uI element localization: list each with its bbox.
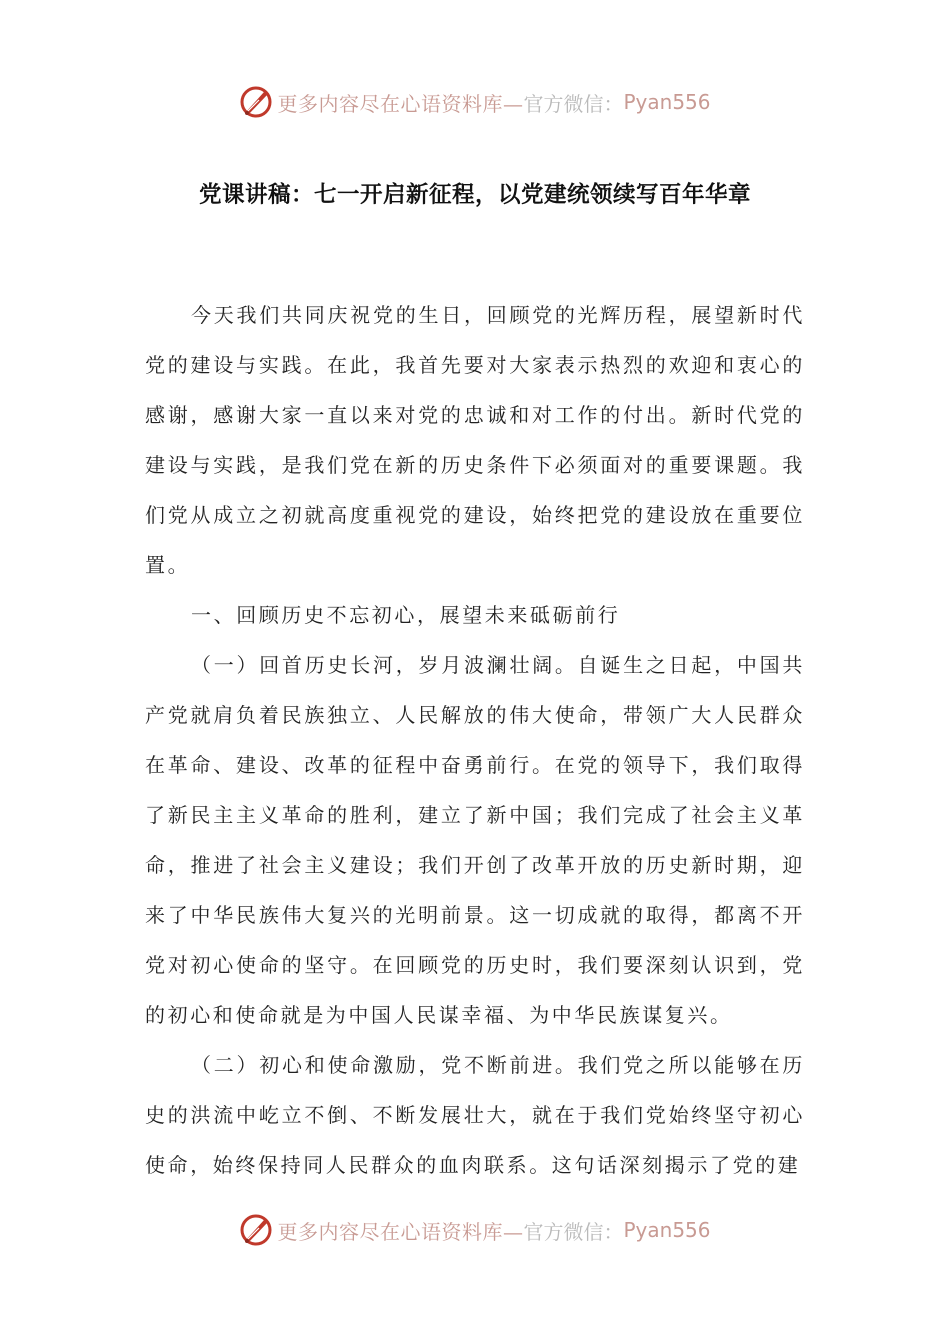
quill-pen-logo-icon <box>239 85 273 119</box>
subsection-1-paragraph: （一）回首历史长河，岁月波澜壮阔。自诞生之日起，中国共产党就肩负着民族独立、人民解放的伟大使命，带领广大人民群众在革命、建设、改革的征程中奋勇前行。在党的领导下，我们取得了新民主主义革命的胜利，建立了新中国；我们完成了社会主义革命，推进了社会主义建设；我们开创了改革开放的历史新时期，迎来了中华民族伟大复兴的光明前景。这一切成就的取得，都离不开党对初心使命的坚守。在回顾党的历史时，我们要深刻认识到，党的初心和使命就是为中国人民谋幸福、为中华民族谋复兴。 <box>145 653 805 1027</box>
section-heading: 一、回顾历史不忘初心，展望未来砥砺前行 <box>191 603 621 627</box>
header-banner <box>0 82 950 122</box>
banner-wechat-id: Pyan556 <box>623 1218 711 1242</box>
banner-wechat-id: Pyan556 <box>623 90 711 114</box>
banner-slogan: 更多内容尽在心语资料库— <box>277 91 524 116</box>
document-body <box>145 290 805 1190</box>
intro-paragraph: 今天我们共同庆祝党的生日，回顾党的光辉历程，展望新时代党的建设与实践。在此，我首先要对大家表示热烈的欢迎和衷心的感谢，感谢大家一直以来对党的忠诚和对工作的付出。新时代党的建设与实践，是我们党在新的历史条件下必须面对的重要课题。我们党从成立之初就高度重视党的建设，始终把党的建设放在重要位置。 <box>145 303 805 577</box>
banner-wechat-label: 官方微信： <box>523 1219 624 1244</box>
subsection-2-paragraph: （二）初心和使命激励，党不断前进。我们党之所以能够在历史的洪流中屹立不倒、不断发展壮大，就在于我们党始终坚守初心使命，始终保持同人民群众的血肉联系。这句话深刻揭示了党的建 <box>145 1053 805 1177</box>
banner-slogan: 更多内容尽在心语资料库— <box>277 1219 524 1244</box>
document-title: 党课讲稿：七一开启新征程，以党建统领续写百年华章 <box>198 182 751 208</box>
quill-pen-logo-icon <box>239 1213 273 1247</box>
banner-wechat-label: 官方微信： <box>523 91 624 116</box>
footer-banner <box>0 1210 950 1250</box>
